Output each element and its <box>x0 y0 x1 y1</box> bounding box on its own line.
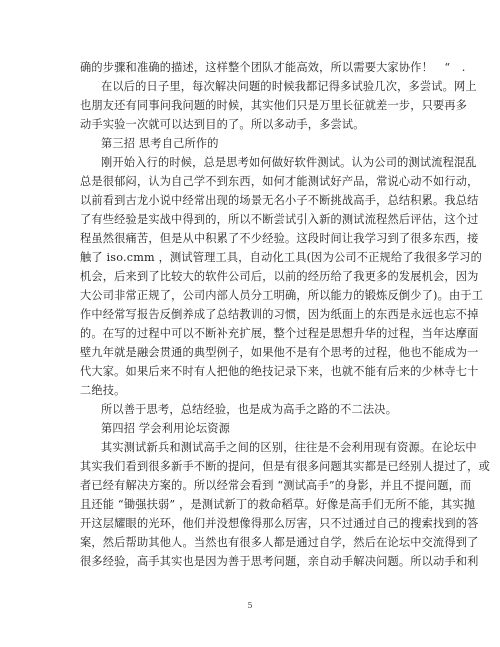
text-line: 壁九年就是融会贯通的典型例子，如果他不是有个思考的过程，他也不能成为一 <box>80 346 479 359</box>
text-line: 也朋友还有同事问我问题的时候，其实他们只是万里长征就差一步，只要再多 <box>80 99 468 112</box>
text-line: 所以善于思考，总结经验，也是成为高手之路的不二法决。 <box>101 403 398 416</box>
text-line: 动手实验一次就可以达到目的了。所以多动手，多尝试。 <box>80 118 365 131</box>
text-line: 刚开始入行的时候，总是思考如何做好软件测试。认为公司的测试流程混乱 <box>101 156 477 169</box>
document-body <box>80 58 490 571</box>
text-line: 了有些经验是实战中得到的，所以不断尝试引入新的测试流程然后评估，这个过 <box>80 213 479 226</box>
text-line: 其实我们看到很多新手不断的提问，但是有很多问题其实都是已经别人提过了，或 <box>80 460 490 473</box>
text-line: 其实测试新兵和测试高手之间的区别，往往是不会利用现有资源。在论坛中 <box>101 441 477 454</box>
text-line: 机会，后来到了比较大的软件公司后，以前的经历给了我更多的发展机会，因为 <box>80 270 479 283</box>
text-line: 程虽然很痛苦，但是从中积累了不少经验。这段时间让我学习到了很多东西，接 <box>80 232 479 245</box>
text-line: 大公司非常正规了，公司内部人员分工明确，所以能力的锻炼反倒少了)。由于工 <box>80 289 484 302</box>
text-line: 且还能 “锄强扶弱” ，是测试新丁的救命稻草。好像是高手们无所不能，其实抛 <box>80 498 476 511</box>
text-line: 确的步骤和准确的描述，这样整个团队才能高效，所以需要大家协作！ “ . <box>80 61 466 74</box>
text-line: 案，然后帮助其他人。当然也有很多人都是通过自学，然后在论坛中交流得到了 <box>80 536 479 549</box>
text-line: 触了 iso.cmm ，测试管理工具，自动化工具(因为公司不正规给了我很多学习的 <box>80 251 483 264</box>
page-number: 5 <box>247 601 253 610</box>
text-line: 者已经有解决方案的。所以经常会看到 “测试高手”的身影，并且不提问题，而 <box>80 479 472 492</box>
text-line: 作中经常写报告反倒养成了总结教训的习惯，因为纸面上的东西是永远也忘不掉 <box>80 308 479 321</box>
text-line: 代大家。如果后来不时有人把他的绝技记录下来，也就不能有后来的少林寺七十 <box>80 365 479 378</box>
text-line: 很多经验，高手其实也是因为善于思考问题，亲自动手解决问题。所以动手和利 <box>80 555 479 568</box>
text-line: 在以后的日子里，每次解决问题的时候我都记得多试验几次，多尝试。网上 <box>101 80 477 93</box>
text-line: 第三招 思考自己所作的 <box>101 137 219 150</box>
text-line: 开这层耀眼的光环，他们并没想像得那么厉害，只不过通过自己的搜索找到的答 <box>80 517 479 530</box>
text-line: 的。在写的过程中可以不断补充扩展，整个过程是思想升华的过程，当年达摩面 <box>80 327 479 340</box>
text-line: 第四招 学会利用论坛资源 <box>101 422 231 435</box>
text-line: 二绝技。 <box>80 384 126 397</box>
text-line: 以前看到古龙小说中经常出现的场景无名小子不断挑战高手，总结积累。我总结 <box>80 194 479 207</box>
text-line: 总是很郁闷，认为自己学不到东西，如何才能测试好产品，常说心动不如行动， <box>80 175 479 188</box>
